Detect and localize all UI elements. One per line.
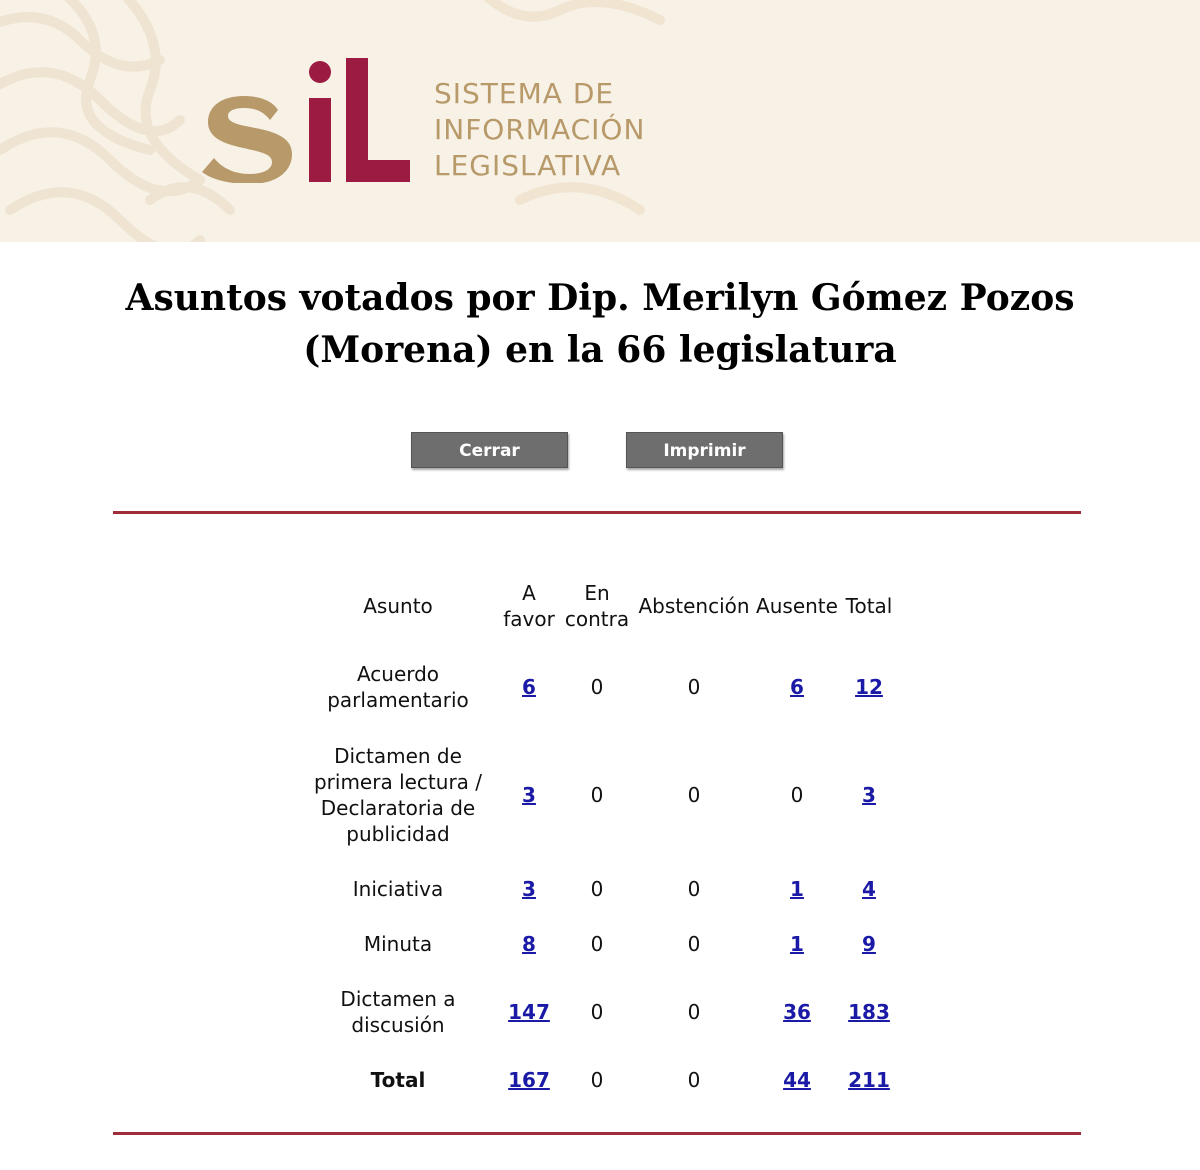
table-cell <box>557 876 637 902</box>
cell-line: Asunto <box>363 594 433 618</box>
table-cell <box>839 674 899 700</box>
page-title-line-2: (Morena) en la 66 legislatura <box>303 329 897 371</box>
table-cell <box>634 876 754 902</box>
brand-line-2: INFORMACIÓN <box>434 113 646 146</box>
cell-line: Dictamen a <box>340 987 456 1011</box>
cell-line: discusión <box>351 1013 445 1037</box>
cell-line: Abstención <box>638 594 750 618</box>
cell-line: contra <box>564 607 630 631</box>
brand-line-3: LEGISLATIVA <box>434 149 622 182</box>
cell-line: Acuerdo <box>356 662 440 686</box>
table-cell <box>634 931 754 957</box>
row-label <box>303 986 493 1038</box>
vote-count-link-ausente[interactable]: 1 <box>790 932 804 956</box>
vote-count-abstencion: 0 <box>687 1000 701 1024</box>
table-cell <box>494 999 564 1025</box>
column-header-abstencion <box>634 593 754 619</box>
vote-count-link-a-favor[interactable]: 167 <box>508 1068 550 1092</box>
table-cell <box>494 1067 564 1093</box>
row-label <box>303 743 493 847</box>
vote-count-link-a-favor[interactable]: 8 <box>522 932 536 956</box>
vote-count-link-ausente[interactable]: 6 <box>790 675 804 699</box>
vote-count-en-contra: 0 <box>590 783 604 807</box>
table-cell <box>494 876 564 902</box>
vote-count-link-ausente[interactable]: 36 <box>783 1000 811 1024</box>
table-cell <box>557 931 637 957</box>
cell-line: En <box>584 581 610 605</box>
header-banner <box>0 0 1200 242</box>
table-cell <box>494 782 564 808</box>
vote-count-link-total[interactable]: 211 <box>848 1068 890 1092</box>
table-cell <box>634 782 754 808</box>
vote-count-link-ausente[interactable]: 1 <box>790 877 804 901</box>
cell-line: Total <box>845 594 893 618</box>
vote-count-abstencion: 0 <box>687 877 701 901</box>
vote-count-ausente: 0 <box>790 783 804 807</box>
cell-line: primera lectura / <box>313 770 483 794</box>
vote-count-link-a-favor[interactable]: 147 <box>508 1000 550 1024</box>
divider-bottom <box>113 1132 1081 1135</box>
vote-count-link-a-favor[interactable]: 3 <box>522 783 536 807</box>
vote-count-abstencion: 0 <box>687 932 701 956</box>
vote-count-en-contra: 0 <box>590 1068 604 1092</box>
table-cell <box>634 999 754 1025</box>
table-cell <box>557 782 637 808</box>
cell-line: Minuta <box>363 932 433 956</box>
vote-count-link-total[interactable]: 3 <box>862 783 876 807</box>
vote-count-en-contra: 0 <box>590 675 604 699</box>
row-label <box>303 876 493 902</box>
brand-text <box>434 76 645 184</box>
table-cell <box>839 876 899 902</box>
brand-line-1: SISTEMA DE <box>434 77 615 110</box>
cell-line: Ausente <box>756 594 838 618</box>
vote-count-abstencion: 0 <box>687 675 701 699</box>
table-cell <box>752 1067 842 1093</box>
divider-top <box>113 511 1081 514</box>
table-cell <box>752 931 842 957</box>
vote-count-link-ausente[interactable]: 44 <box>783 1068 811 1092</box>
cell-line: A <box>522 581 536 605</box>
table-cell <box>557 1067 637 1093</box>
table-cell <box>839 782 899 808</box>
table-cell <box>839 999 899 1025</box>
vote-count-link-a-favor[interactable]: 3 <box>522 877 536 901</box>
vote-count-abstencion: 0 <box>687 1068 701 1092</box>
vote-count-en-contra: 0 <box>590 1000 604 1024</box>
vote-count-link-total[interactable]: 12 <box>855 675 883 699</box>
vote-count-en-contra: 0 <box>590 932 604 956</box>
cell-line: Total <box>370 1068 426 1092</box>
row-label <box>303 931 493 957</box>
cell-line: Declaratoria de <box>320 796 476 820</box>
close-button[interactable]: Cerrar <box>411 432 568 468</box>
table-cell <box>752 674 842 700</box>
column-header-asunto <box>303 593 493 619</box>
total-row-label <box>303 1067 493 1093</box>
table-cell <box>494 674 564 700</box>
table-cell <box>752 999 842 1025</box>
print-button[interactable]: Imprimir <box>626 432 783 468</box>
cell-line: Iniciativa <box>352 877 444 901</box>
sil-logo <box>198 48 413 183</box>
vote-count-link-total[interactable]: 9 <box>862 932 876 956</box>
vote-count-abstencion: 0 <box>687 783 701 807</box>
table-cell <box>557 674 637 700</box>
page-title <box>0 272 1200 376</box>
cell-line: favor <box>503 607 555 631</box>
cell-line: publicidad <box>346 822 450 846</box>
table-cell <box>839 931 899 957</box>
table-cell <box>494 931 564 957</box>
row-label <box>303 661 493 713</box>
vote-count-link-a-favor[interactable]: 6 <box>522 675 536 699</box>
cell-line: parlamentario <box>327 688 469 712</box>
table-cell <box>839 1067 899 1093</box>
column-header-ausente <box>752 593 842 619</box>
vote-count-link-total[interactable]: 183 <box>848 1000 890 1024</box>
table-cell <box>634 1067 754 1093</box>
vote-count-en-contra: 0 <box>590 877 604 901</box>
table-cell <box>557 999 637 1025</box>
column-header-a-favor <box>494 580 564 632</box>
column-header-total <box>839 593 899 619</box>
page-title-line-1: Asuntos votados por Dip. Merilyn Gómez Pozos <box>125 277 1075 319</box>
cell-line: Dictamen de <box>334 744 462 768</box>
column-header-en-contra <box>557 580 637 632</box>
table-cell <box>752 782 842 808</box>
table-cell <box>634 674 754 700</box>
table-cell <box>752 876 842 902</box>
vote-count-link-total[interactable]: 4 <box>862 877 876 901</box>
